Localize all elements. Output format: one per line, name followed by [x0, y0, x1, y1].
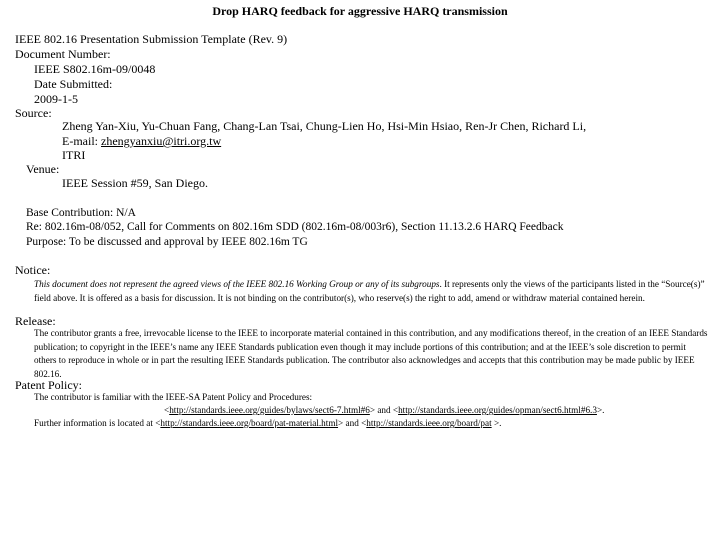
bracket-end: >. — [596, 405, 605, 415]
release-text: The contributor grants a free, irrevocable license to the IEEE to incorporate material contained in this contribution, and any modifications thereof, in the creation of an IEEE Standards publication; to copyright in the IEEE’s name any IEEE Standards publication even though it may include portions of this contribution; and at the IEEE’s sole discretion to permit others to reproduce in whole or in part the resulting IEEE Standards publication. The contributor also acknowledges and accepts that this contribution may be made public by IEEE 802.16. — [34, 328, 708, 379]
notice-rest: . It represents only the views of the participants listed in the “Source(s)” field above. It is offered as a basis for discussion. It is not binding on the contributor(s), who reserve(s) the right to add, amend or withdraw material contained herein. — [34, 279, 705, 303]
email-link[interactable]: zhengyanxiu@itri.org.tw — [101, 134, 222, 148]
patent-label: Patent Policy: — [15, 378, 82, 392]
authors: Zheng Yan-Xiu, Yu-Chuan Fang, Chang-Lan Tsai, Chung-Lien Ho, Hsi-Min Hsiao, Ren-Jr Chen, Richard Li, — [62, 119, 587, 133]
notice-italic: This document does not represent the agreed views of the IEEE 802.16 Working Group or any of its subgroups — [34, 279, 440, 289]
opman-link[interactable]: http://standards.ieee.org/guides/opman/sect6.html#6.3 — [398, 405, 597, 415]
bracket-mid-2: > and < — [338, 418, 367, 428]
pat-link[interactable]: http://standards.ieee.org/board/pat — [366, 418, 492, 428]
base-contribution: Base Contribution: N/A — [26, 207, 136, 219]
organization: ITRI — [62, 148, 86, 162]
date-value: 2009-1-5 — [34, 92, 78, 106]
doc-number-label: Document Number: — [15, 47, 111, 61]
venue-label: Venue: — [26, 162, 60, 176]
patent-line3 — [34, 417, 501, 431]
doc-number: IEEE S802.16m-09/0048 — [34, 62, 156, 76]
page-title: Drop HARQ feedback for aggressive HARQ transmission — [212, 4, 508, 18]
purpose: Purpose: To be discussed and approval by IEEE 802.16m TG — [26, 236, 308, 248]
venue: IEEE Session #59, San Diego. — [62, 176, 208, 190]
email-prefix: E-mail: — [62, 134, 101, 148]
source-label: Source: — [15, 106, 52, 120]
email-line — [62, 134, 221, 149]
further-info-text: Further information is located at < — [34, 418, 161, 428]
bracket-open: < — [164, 405, 170, 415]
notice-label: Notice: — [15, 263, 51, 277]
bracket-mid: > and < — [369, 405, 399, 415]
date-label: Date Submitted: — [34, 77, 113, 91]
bylaws-link[interactable]: http://standards.ieee.org/guides/bylaws/sect6-7.html#6 — [169, 405, 370, 415]
bracket-end-2: >. — [491, 418, 502, 428]
template-heading: IEEE 802.16 Presentation Submission Template (Rev. 9) — [15, 32, 288, 46]
release-label: Release: — [15, 314, 56, 328]
notice-text — [34, 278, 706, 305]
re-line: Re: 802.16m-08/052, Call for Comments on 802.16m SDD (802.16m-08/003r6), Section 11.13.2.6 HARQ Feedback — [26, 221, 564, 233]
pat-material-link[interactable]: http://standards.ieee.org/board/pat-material.html — [160, 418, 339, 428]
patent-line1: The contributor is familiar with the IEEE-SA Patent Policy and Procedures: — [34, 392, 313, 402]
patent-line2 — [164, 404, 604, 418]
